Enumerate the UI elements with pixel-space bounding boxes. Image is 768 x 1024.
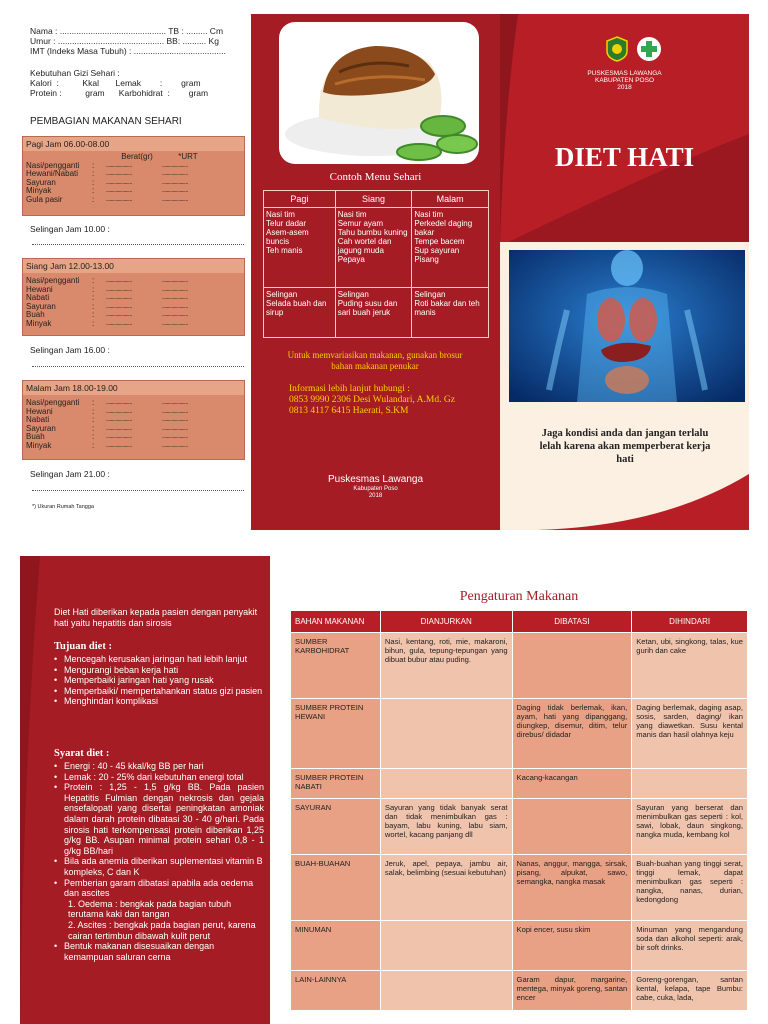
meal-item-colon: :	[92, 432, 95, 442]
urt-blank[interactable]: ......................	[162, 286, 188, 293]
table-row	[291, 921, 748, 971]
daily-division-title: PEMBAGIAN MAKANAN SEHARI	[30, 116, 182, 127]
meal-item-row[interactable]	[23, 425, 244, 434]
weight-blank[interactable]: ......................	[106, 434, 132, 441]
cover-bottom-wave	[500, 474, 749, 530]
org-name: Puskesmas Lawanga	[327, 474, 424, 485]
meal-item-label: Hewani	[26, 284, 53, 294]
requirement-item: • Bentuk makanan disesuaikan dengan kemampuan saluran cerna	[54, 941, 264, 962]
menu-cell: Nasi tim Perkedel daging bakar Tempe bacem Sup sayuran Pisang	[412, 208, 489, 288]
urt-blank[interactable]: ......................	[162, 400, 188, 406]
footnote: *) Ukuran Rumah Tangga	[32, 504, 94, 510]
meal-item-row[interactable]	[23, 311, 244, 320]
menu-cell: Nasi tim Telur dadar Asem-asem buncis Teh manis	[264, 208, 336, 288]
snack-input-3[interactable]	[32, 490, 244, 491]
bmi-field[interactable]: IMT (Indeks Masa Tubuh) : .......................................	[30, 46, 226, 56]
meal-item-row[interactable]	[23, 416, 244, 425]
urt-blank[interactable]: ......................	[162, 162, 188, 169]
org-year: 2018	[368, 493, 383, 499]
meal-item-label: Nabati	[26, 415, 50, 425]
requirement-item: • Pemberian garam dibatasi apabila ada oedema dan ascites	[54, 878, 264, 899]
weight-blank[interactable]: ......................	[106, 171, 132, 178]
urt-blank[interactable]: ......................	[162, 278, 188, 284]
limited-cell	[512, 633, 632, 699]
meal-item-row[interactable]	[23, 442, 244, 451]
meal-item-label: Gula pasir	[26, 194, 63, 204]
col-limited: DIBATASI	[512, 611, 632, 633]
lunch-box	[22, 258, 245, 336]
col-avoided: DIHINDARI	[632, 611, 748, 633]
limited-cell: Nanas, anggur, mangga, sirsak, pisang, alpukat, sawo, semangka, nangka masak	[512, 855, 632, 921]
meal-item-row[interactable]	[23, 399, 244, 408]
meal-item-label: Sayuran	[26, 177, 56, 187]
meal-item-row[interactable]	[23, 320, 244, 329]
recommended-cell	[380, 971, 512, 1011]
variation-note: Untuk memvariasikan makanan, gunakan brosur bahan makanan penukar	[287, 350, 463, 371]
weight-blank[interactable]: ......................	[106, 320, 132, 327]
weight-blank[interactable]: ......................	[106, 179, 132, 186]
cover-title: DIET HATI	[554, 142, 695, 172]
weight-blank[interactable]: ......................	[106, 196, 132, 203]
meal-item-label: Hewani/Nabati	[26, 169, 79, 179]
meal-item-row[interactable]	[23, 196, 244, 205]
meal-item-label: Minyak	[26, 440, 52, 450]
food-photo	[279, 22, 479, 164]
limited-cell: Kopi encer, susu skim	[512, 921, 632, 971]
avoided-cell: Buah-buahan yang tinggi serat, tinggi lemak, dapat menimbulkan gas seperti : nangka, nanas, durian, kedongdong	[632, 855, 748, 921]
food-record-form	[18, 14, 248, 530]
avoided-cell: Ketan, ubi, singkong, talas, kue gurih dan cake	[632, 633, 748, 699]
meal-item-row[interactable]	[23, 179, 244, 188]
avoided-cell	[632, 769, 748, 799]
weight-blank[interactable]: ......................	[106, 303, 132, 310]
requirement-item: • Bila ada anemia diberikan suplementasi vitamin B kompleks, C dan K	[54, 856, 264, 877]
cover-year: 2018	[617, 84, 632, 91]
goal-item: • Menghindari komplikasi	[54, 696, 264, 707]
weight-blank[interactable]: ......................	[106, 188, 132, 195]
weight-blank[interactable]: ......................	[106, 162, 132, 169]
diet-table-panel	[290, 610, 748, 1024]
snack-label-3: Selingan Jam 21.00 :	[30, 469, 110, 479]
age-weight-field[interactable]: Umur : ............................................. BB: .......... Kg	[30, 36, 219, 46]
food-category-cell: SUMBER PROTEIN HEWANI	[291, 699, 381, 769]
urt-blank[interactable]: ......................	[162, 434, 188, 441]
breakfast-title: Pagi Jam 06.00-08.00	[23, 137, 244, 151]
goals-list	[54, 654, 264, 707]
meal-item-colon: :	[92, 440, 95, 450]
meal-item-row[interactable]	[23, 433, 244, 442]
meal-item-label: Buah	[26, 310, 45, 320]
urt-blank[interactable]: ......................	[162, 417, 188, 424]
contact-line[interactable]: 0813 4117 6415 Haerati, S.KM	[289, 406, 409, 416]
limited-cell: Kacang-kacangan	[512, 769, 632, 799]
urt-blank[interactable]: ......................	[162, 196, 188, 203]
liver-anatomy-illustration	[509, 250, 745, 402]
meal-item-colon: :	[92, 194, 95, 204]
meal-item-row[interactable]	[23, 408, 244, 417]
weight-blank[interactable]: ......................	[106, 408, 132, 415]
meal-item-colon: :	[92, 276, 95, 285]
limited-cell: Daging tidak berlemak, ikan, ayam, hati yang dipanggang, diungkep, disemur, ditim, telur direbus/ didadar	[512, 699, 632, 769]
menu-header-morning: Pagi	[264, 191, 336, 208]
meal-item-colon: :	[92, 406, 95, 416]
snack-input-1[interactable]	[32, 244, 244, 245]
regency-logo-icon	[606, 36, 628, 67]
meal-item-label: Buah	[26, 432, 45, 442]
recommended-cell	[380, 921, 512, 971]
table-row	[291, 971, 748, 1011]
weight-col-header: Berat(gr)	[121, 152, 153, 161]
weight-blank[interactable]: ......................	[106, 295, 132, 302]
weight-blank[interactable]: ......................	[106, 286, 132, 293]
limited-cell: Garam dapur, margarine, mentega, minyak goreng, santan encer	[512, 971, 632, 1011]
requirement-item: • Lemak : 20 - 25% dari kebutuhan energi total	[54, 772, 264, 783]
meal-item-colon: :	[92, 423, 95, 433]
meal-item-colon: :	[92, 169, 95, 179]
ascites-note: 2. Ascites : bengkak pada bagian perut, karena cairan tertimbun dibawah kulit perut	[68, 919, 256, 941]
weight-blank[interactable]: ......................	[106, 442, 132, 449]
name-height-field[interactable]: Nama : ............................................. TB : ......... Cm	[30, 26, 224, 36]
menu-snack-cell: Selingan Roti bakar dan teh manis	[412, 288, 489, 338]
urt-blank[interactable]: ......................	[162, 425, 188, 432]
table-row	[291, 855, 748, 921]
meal-item-row[interactable]	[23, 277, 244, 286]
diet-table-title: Pengaturan Makanan	[459, 589, 579, 604]
menu-table	[263, 190, 489, 338]
cover-message: Jaga kondisi anda dan jangan terlalu lelah karena akan memperberat kerja hati	[539, 428, 711, 465]
urt-blank[interactable]: ......................	[162, 320, 188, 327]
urt-col-header: *URT	[178, 152, 198, 161]
requirement-item: • Energi : 40 - 45 kkal/kg BB per hari	[54, 761, 264, 772]
avoided-cell: Goreng-gorengan, santan kental, kelapa, tape Bumbu: cabe, cuka, lada,	[632, 971, 748, 1011]
breakfast-box	[22, 136, 245, 216]
recommended-cell: Nasi, kentang, roti, mie, makaroni, bihun, gula, tepung-tepungan yang dibuat bubur atau puding.	[380, 633, 512, 699]
protein-carb-field[interactable]: Protein : gram Karbohidrat : gram	[30, 88, 209, 98]
oedema-note: 1. Oedema : bengkak pada bagian tubuh terutama kaki dan tangan	[68, 898, 232, 920]
avoided-cell: Daging berlemak, daging asap, sosis, sarden, daging/ ikan yang diawetkan. Susu kental manis dan hasil olahnya keju	[632, 699, 748, 769]
menu-title: Contoh Menu Sehari	[329, 171, 422, 183]
weight-blank[interactable]: ......................	[106, 417, 132, 424]
meal-item-label: Hewani	[26, 406, 53, 416]
meal-item-label: Nabati	[26, 293, 50, 303]
urt-blank[interactable]: ......................	[162, 312, 188, 319]
meal-item-colon: :	[92, 293, 95, 303]
cover-org-line2: KABUPATEN POSO	[595, 77, 654, 84]
goal-item: • Mengurangi beban kerja hati	[54, 665, 264, 676]
requirements-list	[54, 761, 264, 962]
meal-item-label: Sayuran	[26, 423, 56, 433]
meal-item-row[interactable]	[23, 170, 244, 179]
urt-blank[interactable]: ......................	[162, 442, 188, 449]
urt-blank[interactable]: ......................	[162, 171, 188, 178]
col-recommended: DIANJURKAN	[380, 611, 512, 633]
meal-item-colon: :	[92, 186, 95, 196]
col-food-source: BAHAN MAKANAN	[291, 611, 381, 633]
meal-item-colon: :	[92, 415, 95, 425]
meal-item-label: Sayuran	[26, 301, 56, 311]
calorie-fat-field[interactable]: Kalori : Kkal Lemak : gram	[30, 78, 201, 88]
urt-blank[interactable]: ......................	[162, 179, 188, 186]
meal-item-row[interactable]	[23, 303, 244, 312]
goal-item: • Mencegah kerusakan jaringan hati lebih lanjut	[54, 654, 264, 665]
info-title: Informasi lebih lanjut hubungi :	[289, 384, 410, 394]
meal-item-row[interactable]	[23, 286, 244, 295]
menu-cell: Nasi tim Semur ayam Tahu bumbu kuning Cah wortel dan jagung muda Pepaya	[335, 208, 412, 288]
cover-org-line1: PUSKESMAS LAWANGA	[587, 70, 662, 77]
urt-blank[interactable]: ......................	[162, 303, 188, 310]
snack-label-1: Selingan Jam 10.00 :	[30, 224, 110, 234]
diet-table	[290, 610, 748, 1011]
urt-blank[interactable]: ......................	[162, 408, 188, 415]
table-row	[291, 699, 748, 769]
menu-snack-cell: Selingan Puding susu dan sari buah jeruk	[335, 288, 412, 338]
dinner-box	[22, 380, 245, 460]
meal-item-label: Nasi/pengganti	[26, 160, 80, 170]
menu-snack-cell: Selingan Selada buah dan sirup	[264, 288, 336, 338]
food-category-cell: MINUMAN	[291, 921, 381, 971]
meal-item-colon: :	[92, 301, 95, 311]
meal-item-colon: :	[92, 310, 95, 320]
meal-item-label: Minyak	[26, 318, 52, 328]
contact-line[interactable]: 0853 9990 2306 Desi Wulandari, A.Md. Gz	[289, 395, 455, 405]
menu-header-noon: Siang	[335, 191, 412, 208]
goals-title: Tujuan diet :	[54, 641, 112, 652]
goal-item: • Memperbaiki jaringan hati yang rusak	[54, 675, 264, 686]
recommended-cell: Sayuran yang tidak banyak serat dan tidak menimbulkan gas : bayam, labu kuning, labu siam, wortel, kacang panjang dll	[380, 799, 512, 855]
snack-label-2: Selingan Jam 16.00 :	[30, 345, 110, 355]
diet-info-panel	[20, 556, 270, 1024]
health-cross-icon	[636, 36, 662, 67]
limited-cell	[512, 799, 632, 855]
menu-header-evening: Malam	[412, 191, 489, 208]
meal-item-row[interactable]	[23, 294, 244, 303]
meal-item-label: Nasi/pengganti	[26, 276, 80, 285]
urt-blank[interactable]: ......................	[162, 188, 188, 195]
recommended-cell	[380, 699, 512, 769]
food-category-cell: LAIN-LAINNYA	[291, 971, 381, 1011]
meal-item-colon: :	[92, 318, 95, 328]
meal-item-label: Nasi/pengganti	[26, 398, 80, 407]
recommended-cell: Jeruk, apel, pepaya, jambu air, salak, belimbing (sesuai kebutuhan)	[380, 855, 512, 921]
recommended-cell	[380, 769, 512, 799]
table-row	[291, 633, 748, 699]
meal-item-colon: :	[92, 398, 95, 407]
meal-item-colon: :	[92, 160, 95, 170]
weight-blank[interactable]: ......................	[106, 425, 132, 432]
meal-item-label: Minyak	[26, 186, 52, 196]
meal-item-colon: :	[92, 177, 95, 187]
snack-input-2[interactable]	[32, 366, 244, 367]
dinner-title: Malam Jam 18.00-19.00	[23, 381, 244, 395]
sample-menu-panel	[251, 14, 500, 530]
weight-blank[interactable]: ......................	[106, 278, 132, 284]
lunch-title: Siang Jam 12.00-13.00	[23, 259, 244, 273]
nutrition-needs-title: Kebutuhan Gizi Sehari :	[30, 68, 120, 78]
urt-blank[interactable]: ......................	[162, 295, 188, 302]
requirements-title: Syarat diet :	[54, 748, 110, 759]
meal-item-colon: :	[92, 284, 95, 294]
table-row	[291, 799, 748, 855]
food-category-cell: SUMBER PROTEIN NABATI	[291, 769, 381, 799]
food-category-cell: SAYURAN	[291, 799, 381, 855]
avoided-cell: Sayuran yang berserat dan menimbulkan gas seperti : kol, sawi, lobak, daun singkong, nangka muda, kembang kol	[632, 799, 748, 855]
weight-blank[interactable]: ......................	[106, 312, 132, 319]
food-category-cell: SUMBER KARBOHIDRAT	[291, 633, 381, 699]
avoided-cell: Minuman yang mengandung soda dan alkohol seperti: arak, bir soft drinks.	[632, 921, 748, 971]
requirement-item: • Protein : 1,25 - 1,5 g/kg BB. Pada pasien Hepatitis Fulmian dengan nekrosis dan gejala ensefalopati yang disertai peningkatan amoniak dalam darah protein dibatasi 30 - 40 g/hari. Pada sirosis hati terkompensasi protein diberikan 1,25 g/kg BB. Asupan minimal protein sehari 0,8 - 1 g/kg BB/hari	[54, 782, 264, 856]
goal-item: • Memperbaiki/ mempertahankan status gizi pasien	[54, 686, 264, 697]
diet-intro: Diet Hati diberikan kepada pasien dengan penyakit hati yaitu hepatitis dan sirosis	[54, 607, 258, 628]
org-regency: Kabupaten Poso	[353, 486, 398, 492]
table-row	[291, 769, 748, 799]
food-category-cell: BUAH-BUAHAN	[291, 855, 381, 921]
weight-blank[interactable]: ......................	[106, 400, 132, 406]
cover-panel	[500, 14, 749, 530]
